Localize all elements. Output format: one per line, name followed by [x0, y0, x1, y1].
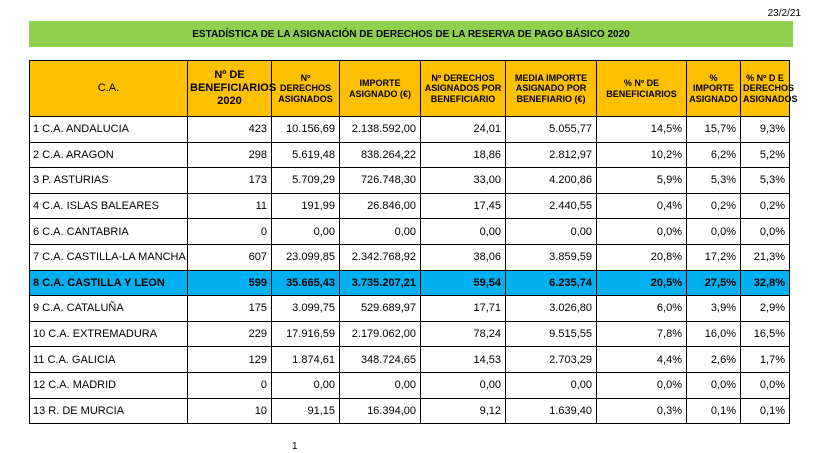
cell-pct-derechos: 2,9%: [741, 296, 790, 322]
cell-media-importe: 5.055,77: [506, 117, 597, 143]
cell-derechos-por-beneficiario: 38,06: [421, 244, 506, 270]
table-row: [30, 193, 790, 219]
cell-importe-asignado: 348.724,65: [340, 347, 421, 373]
cell-pct-derechos: 9,3%: [741, 117, 790, 143]
cell-pct-beneficiarios: 0,4%: [597, 193, 687, 219]
cell-derechos-por-beneficiario: 0,00: [421, 372, 506, 398]
cell-num-derechos: 0,00: [272, 372, 340, 398]
cell-num-derechos: 91,15: [272, 398, 340, 424]
cell-media-importe: 0,00: [506, 372, 597, 398]
cell-num-derechos: 0,00: [272, 219, 340, 245]
cell-importe-asignado: 2.179.062,00: [340, 321, 421, 347]
cell-media-importe: 0,00: [506, 219, 597, 245]
cell-num-derechos: 10.156,69: [272, 117, 340, 143]
table-row-highlighted: [30, 270, 790, 296]
cell-pct-importe: 6,2%: [687, 142, 741, 168]
cell-media-importe: 2.440,55: [506, 193, 597, 219]
header-importe-asignado: IMPORTE ASIGNADO (€): [340, 61, 421, 117]
header-pct-importe: % IMPORTE ASIGNADO: [687, 61, 741, 117]
cell-media-importe: 2.703,29: [506, 347, 597, 373]
header-ca: C.A.: [30, 61, 188, 117]
cell-num-derechos: 35.665,43: [272, 270, 340, 296]
cell-num-beneficiarios: 175: [188, 296, 272, 322]
cell-media-importe: 3.026,80: [506, 296, 597, 322]
cell-num-derechos: 5.619,48: [272, 142, 340, 168]
cell-ca-name: 10 C.A. EXTREMADURA: [30, 321, 188, 347]
cell-pct-beneficiarios: 6,0%: [597, 296, 687, 322]
cell-pct-beneficiarios: 20,5%: [597, 270, 687, 296]
cell-ca-name: 13 R. DE MURCIA: [30, 398, 188, 424]
header-pct-derechos: % Nº D E DERECHOS ASIGNADOS: [741, 61, 790, 117]
cell-importe-asignado: 2.342.768,92: [340, 244, 421, 270]
cell-pct-beneficiarios: 0,0%: [597, 372, 687, 398]
cell-pct-beneficiarios: 14,5%: [597, 117, 687, 143]
cell-pct-importe: 0,2%: [687, 193, 741, 219]
cell-num-beneficiarios: 0: [188, 372, 272, 398]
header-num-beneficiarios: Nº DE BENEFICIARIOS 2020: [188, 61, 272, 117]
table-row: [30, 321, 790, 347]
cell-num-derechos: 5.709,29: [272, 168, 340, 194]
cell-ca-name: 11 C.A. GALICIA: [30, 347, 188, 373]
cell-pct-beneficiarios: 4,4%: [597, 347, 687, 373]
page-number: 1: [292, 441, 298, 452]
document-date: 23/2/21: [767, 8, 801, 19]
cell-pct-importe: 15,7%: [687, 117, 741, 143]
table-row: [30, 117, 790, 143]
cell-derechos-por-beneficiario: 33,00: [421, 168, 506, 194]
cell-media-importe: 4.200,86: [506, 168, 597, 194]
report-title-banner: [29, 21, 793, 47]
cell-num-derechos: 17.916,59: [272, 321, 340, 347]
header-num-derechos: Nº DERECHOS ASIGNADOS: [272, 61, 340, 117]
table-row: [30, 347, 790, 373]
cell-derechos-por-beneficiario: 0,00: [421, 219, 506, 245]
cell-ca-name: 2 C.A. ARAGON: [30, 142, 188, 168]
cell-derechos-por-beneficiario: 24,01: [421, 117, 506, 143]
cell-num-beneficiarios: 129: [188, 347, 272, 373]
cell-importe-asignado: 726.748,30: [340, 168, 421, 194]
cell-pct-importe: 3,9%: [687, 296, 741, 322]
cell-num-beneficiarios: 10: [188, 398, 272, 424]
cell-pct-derechos: 5,3%: [741, 168, 790, 194]
cell-pct-importe: 27,5%: [687, 270, 741, 296]
cell-ca-name: 4 C.A. ISLAS BALEARES: [30, 193, 188, 219]
cell-pct-importe: 0,0%: [687, 372, 741, 398]
table-body: [30, 117, 790, 424]
cell-ca-name: 1 C.A. ANDALUCIA: [30, 117, 188, 143]
cell-pct-derechos: 0,1%: [741, 398, 790, 424]
cell-importe-asignado: 529.689,97: [340, 296, 421, 322]
cell-pct-beneficiarios: 7,8%: [597, 321, 687, 347]
header-row: [30, 61, 790, 117]
cell-pct-derechos: 16,5%: [741, 321, 790, 347]
cell-num-beneficiarios: 11: [188, 193, 272, 219]
cell-importe-asignado: 0,00: [340, 372, 421, 398]
cell-num-derechos: 1.874,61: [272, 347, 340, 373]
cell-pct-beneficiarios: 5,9%: [597, 168, 687, 194]
table-row: [30, 244, 790, 270]
cell-pct-derechos: 32,8%: [741, 270, 790, 296]
cell-pct-derechos: 0,0%: [741, 219, 790, 245]
cell-pct-derechos: 1,7%: [741, 347, 790, 373]
cell-pct-importe: 16,0%: [687, 321, 741, 347]
header-pct-beneficiarios: % Nº DE BENEFICIARIOS: [597, 61, 687, 117]
cell-importe-asignado: 0,00: [340, 219, 421, 245]
cell-pct-beneficiarios: 0,3%: [597, 398, 687, 424]
cell-pct-importe: 0,0%: [687, 219, 741, 245]
cell-pct-importe: 17,2%: [687, 244, 741, 270]
cell-ca-name: 6 C.A. CANTABRIA: [30, 219, 188, 245]
cell-media-importe: 1.639,40: [506, 398, 597, 424]
cell-media-importe: 6.235,74: [506, 270, 597, 296]
cell-ca-name: 8 C.A. CASTILLA Y LEON: [30, 270, 188, 296]
header-derechos-por-beneficiario: Nº DERECHOS ASIGNADOS POR BENEFICIARIO: [421, 61, 506, 117]
report-title: ESTADÍSTICA DE LA ASIGNACIÓN DE DERECHOS DE LA RESERVA DE PAGO BÁSICO 2020: [192, 28, 630, 40]
cell-importe-asignado: 26.846,00: [340, 193, 421, 219]
cell-num-beneficiarios: 423: [188, 117, 272, 143]
cell-derechos-por-beneficiario: 17,45: [421, 193, 506, 219]
cell-pct-importe: 0,1%: [687, 398, 741, 424]
cell-pct-beneficiarios: 0,0%: [597, 219, 687, 245]
cell-num-beneficiarios: 599: [188, 270, 272, 296]
cell-ca-name: 12 C.A. MADRID: [30, 372, 188, 398]
cell-pct-derechos: 5,2%: [741, 142, 790, 168]
cell-media-importe: 9.515,55: [506, 321, 597, 347]
table-row: [30, 296, 790, 322]
cell-importe-asignado: 838.264,22: [340, 142, 421, 168]
cell-media-importe: 2.812,97: [506, 142, 597, 168]
cell-derechos-por-beneficiario: 18,86: [421, 142, 506, 168]
cell-num-beneficiarios: 0: [188, 219, 272, 245]
table-row: [30, 219, 790, 245]
cell-pct-beneficiarios: 10,2%: [597, 142, 687, 168]
table-row: [30, 142, 790, 168]
cell-importe-asignado: 16.394,00: [340, 398, 421, 424]
header-media-importe: MEDIA IMPORTE ASIGNADO POR BENEFIARIO (€): [506, 61, 597, 117]
cell-pct-derechos: 0,2%: [741, 193, 790, 219]
cell-derechos-por-beneficiario: 17,71: [421, 296, 506, 322]
cell-num-beneficiarios: 173: [188, 168, 272, 194]
cell-ca-name: 3 P. ASTURIAS: [30, 168, 188, 194]
table-row: [30, 168, 790, 194]
cell-num-derechos: 23.099,85: [272, 244, 340, 270]
cell-num-beneficiarios: 229: [188, 321, 272, 347]
table-row: [30, 398, 790, 424]
cell-ca-name: 9 C.A. CATALUÑA: [30, 296, 188, 322]
cell-importe-asignado: 2.138.592,00: [340, 117, 421, 143]
cell-media-importe: 3.859,59: [506, 244, 597, 270]
cell-derechos-por-beneficiario: 59,54: [421, 270, 506, 296]
cell-derechos-por-beneficiario: 14,53: [421, 347, 506, 373]
cell-num-beneficiarios: 607: [188, 244, 272, 270]
cell-num-beneficiarios: 298: [188, 142, 272, 168]
cell-importe-asignado: 3.735.207,21: [340, 270, 421, 296]
cell-num-derechos: 191,99: [272, 193, 340, 219]
cell-pct-derechos: 21,3%: [741, 244, 790, 270]
cell-pct-importe: 5,3%: [687, 168, 741, 194]
cell-ca-name: 7 C.A. CASTILLA-LA MANCHA: [30, 244, 188, 270]
statistics-table: [29, 60, 798, 424]
cell-derechos-por-beneficiario: 9,12: [421, 398, 506, 424]
cell-num-derechos: 3.099,75: [272, 296, 340, 322]
table-row: [30, 372, 790, 398]
cell-derechos-por-beneficiario: 78,24: [421, 321, 506, 347]
cell-pct-derechos: 0,0%: [741, 372, 790, 398]
cell-pct-importe: 2,6%: [687, 347, 741, 373]
cell-pct-beneficiarios: 20,8%: [597, 244, 687, 270]
